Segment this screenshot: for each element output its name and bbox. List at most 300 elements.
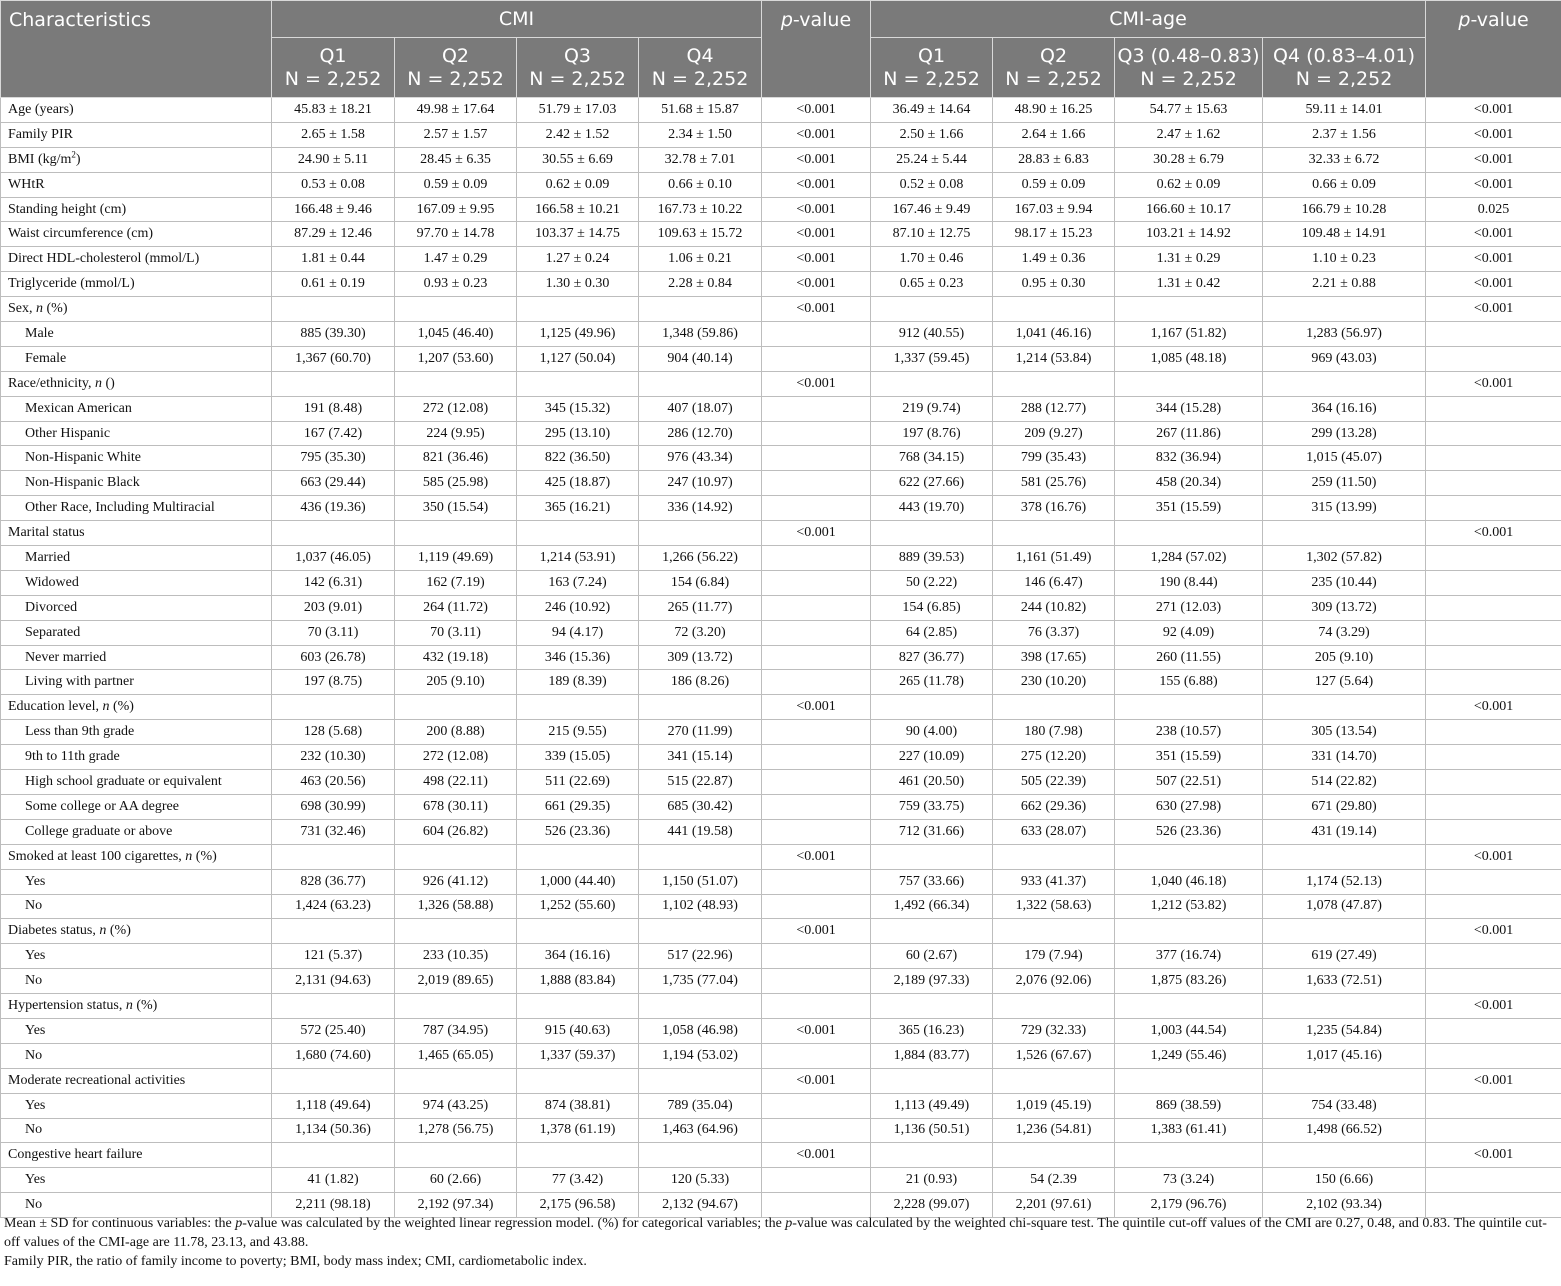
table-cell [272, 521, 395, 546]
table-cell: 77 (3.42) [517, 1168, 639, 1193]
table-cell [1263, 1143, 1426, 1168]
pvalue-cell: <0.001 [1426, 272, 1561, 297]
table-cell: 974 (43.25) [395, 1093, 517, 1118]
table-cell: 1,015 (45.07) [1263, 446, 1426, 471]
row-label-italic: n [102, 699, 110, 715]
row-label-text: Divorced [25, 599, 78, 615]
row-label-text: High school graduate or equivalent [25, 773, 222, 789]
table-row [1, 894, 1561, 919]
table-cell: 1.31 ± 0.42 [1115, 272, 1263, 297]
table-cell: 154 (6.84) [639, 570, 762, 595]
table-cell: 163 (7.24) [517, 570, 639, 595]
pvalue-cell: <0.001 [1426, 297, 1561, 322]
table-cell: 1,322 (58.63) [993, 894, 1115, 919]
row-label [1, 521, 272, 546]
pvalue-cell [1426, 720, 1561, 745]
table-cell: 155 (6.88) [1115, 670, 1263, 695]
pvalue-cell [762, 496, 871, 521]
row-label [1, 1168, 272, 1193]
table-cell: 526 (23.36) [517, 819, 639, 844]
table-cell: 288 (12.77) [993, 396, 1115, 421]
header-cmi-q2 [395, 38, 517, 98]
table-row [1, 322, 1561, 347]
pvalue-cell [1426, 770, 1561, 795]
row-label-text: Age (years) [8, 101, 74, 117]
row-label [1, 720, 272, 745]
table-cell: 36.49 ± 14.64 [871, 98, 993, 123]
quartile-n: N = 2,252 [529, 67, 626, 90]
table-cell: 1.10 ± 0.23 [1263, 247, 1426, 272]
pvalue-cell [1426, 346, 1561, 371]
table-cell [517, 1068, 639, 1093]
table-cell: 622 (27.66) [871, 471, 993, 496]
table-cell: 128 (5.68) [272, 720, 395, 745]
pvalue-cell: <0.001 [1426, 172, 1561, 197]
table-cell: 205 (9.10) [395, 670, 517, 695]
pvalue-cell: <0.001 [762, 147, 871, 172]
table-cell: 1,019 (45.19) [993, 1093, 1115, 1118]
table-cell: 247 (10.97) [639, 471, 762, 496]
header-cmi-q4 [639, 38, 762, 98]
pvalue-cell [762, 396, 871, 421]
table-row [1, 521, 1561, 546]
table-cell [517, 919, 639, 944]
row-label-suffix: (%) [43, 301, 68, 317]
table-cell [871, 521, 993, 546]
table-row [1, 1143, 1561, 1168]
table-cell: 1.27 ± 0.24 [517, 247, 639, 272]
table-cell: 1,875 (83.26) [1115, 969, 1263, 994]
table-cell: 731 (32.46) [272, 819, 395, 844]
table-cell: 1,078 (47.87) [1263, 894, 1426, 919]
table-cell: 436 (19.36) [272, 496, 395, 521]
table-cell [1115, 695, 1263, 720]
table-row [1, 1093, 1561, 1118]
row-label-text: Female [25, 350, 67, 366]
footnote-line-2: Family PIR, the ratio of family income to poverty; BMI, body mass index; CMI, cardiometabolic index. [4, 1254, 587, 1269]
table-cell: 1,207 (53.60) [395, 346, 517, 371]
table-cell: 1,214 (53.91) [517, 546, 639, 571]
row-label-text: Triglyceride (mmol/L) [8, 276, 135, 292]
header-cmi-age-q1 [871, 38, 993, 98]
footnote-line-1 [4, 1214, 1556, 1252]
table-cell [395, 994, 517, 1019]
table-cell: 2,228 (99.07) [871, 1193, 993, 1218]
table-cell: 150 (6.66) [1263, 1168, 1426, 1193]
table-cell: 364 (16.16) [1263, 396, 1426, 421]
row-label [1, 446, 272, 471]
table-cell: 1.49 ± 0.36 [993, 247, 1115, 272]
table-cell: 821 (36.46) [395, 446, 517, 471]
row-label-text: No [25, 973, 43, 989]
row-label-text: Waist circumference (cm) [8, 226, 154, 242]
table-cell [993, 1068, 1115, 1093]
row-label [1, 670, 272, 695]
table-cell: 2,131 (94.63) [272, 969, 395, 994]
table-row [1, 969, 1561, 994]
footnote-italic: p [235, 1216, 243, 1231]
table-cell: 1,249 (55.46) [1115, 1043, 1263, 1068]
row-label [1, 122, 272, 147]
footnote-text: -value was calculated by the weighted linear regression model. (%) for categorical variables; the [242, 1216, 786, 1231]
table-cell: 1,037 (46.05) [272, 546, 395, 571]
pvalue-cell: <0.001 [1426, 521, 1561, 546]
table-cell: 1,492 (66.34) [871, 894, 993, 919]
table-row [1, 595, 1561, 620]
row-label [1, 496, 272, 521]
table-cell: 1,326 (58.88) [395, 894, 517, 919]
pvalue-cell [1426, 1018, 1561, 1043]
table-cell: 70 (3.11) [395, 620, 517, 645]
table-cell: 885 (39.30) [272, 322, 395, 347]
row-label [1, 222, 272, 247]
row-label-text: Widowed [25, 574, 79, 590]
table-row [1, 919, 1561, 944]
table-cell: 1.47 ± 0.29 [395, 247, 517, 272]
pvalue-cell: <0.001 [1426, 122, 1561, 147]
row-label [1, 247, 272, 272]
row-label [1, 272, 272, 297]
table-cell: 1,102 (48.93) [639, 894, 762, 919]
table-cell [395, 1143, 517, 1168]
table-cell [1263, 994, 1426, 1019]
table-cell [639, 371, 762, 396]
pvalue-cell: <0.001 [1426, 1068, 1561, 1093]
pvalue-cell [762, 770, 871, 795]
table-cell: 54 (2.39 [993, 1168, 1115, 1193]
table-cell [272, 919, 395, 944]
table-cell: 98.17 ± 15.23 [993, 222, 1115, 247]
table-cell: 197 (8.76) [871, 421, 993, 446]
pvalue-cell [762, 994, 871, 1019]
table-cell: 0.62 ± 0.09 [517, 172, 639, 197]
row-label-text: Diabetes status, [8, 923, 100, 939]
table-cell [1263, 844, 1426, 869]
table-cell: 32.33 ± 6.72 [1263, 147, 1426, 172]
table-cell: 215 (9.55) [517, 720, 639, 745]
table-cell [517, 297, 639, 322]
header-cmi-age-q3 [1115, 38, 1263, 98]
pvalue-cell: <0.001 [1426, 371, 1561, 396]
table-cell: 120 (5.33) [639, 1168, 762, 1193]
table-cell: 167.46 ± 9.49 [871, 197, 993, 222]
table-cell: 180 (7.98) [993, 720, 1115, 745]
table-cell [517, 371, 639, 396]
table-cell: 1,383 (61.41) [1115, 1118, 1263, 1143]
table-cell: 377 (16.74) [1115, 944, 1263, 969]
row-label-text: Male [25, 325, 54, 341]
pvalue-cell [762, 869, 871, 894]
header-cmi-age-q4 [1263, 38, 1426, 98]
table-cell: 1,463 (64.96) [639, 1118, 762, 1143]
table-cell: 87.10 ± 12.75 [871, 222, 993, 247]
table-cell: 2.34 ± 1.50 [639, 122, 762, 147]
table-cell [272, 994, 395, 1019]
table-cell: 1,127 (50.04) [517, 346, 639, 371]
row-label-text: Yes [25, 1172, 46, 1188]
row-label [1, 844, 272, 869]
table-cell: 203 (9.01) [272, 595, 395, 620]
table-cell: 1,378 (61.19) [517, 1118, 639, 1143]
pvalue-cell [1426, 745, 1561, 770]
table-cell: 121 (5.37) [272, 944, 395, 969]
table-row [1, 1118, 1561, 1143]
table-cell [993, 371, 1115, 396]
table-cell [871, 297, 993, 322]
row-label-text: Hypertension status, [8, 998, 126, 1013]
table-cell [1263, 1068, 1426, 1093]
table-cell: 1.81 ± 0.44 [272, 247, 395, 272]
table-cell: 425 (18.87) [517, 471, 639, 496]
pvalue-cell [762, 322, 871, 347]
row-label-text: Yes [25, 948, 46, 964]
table-cell: 186 (8.26) [639, 670, 762, 695]
pvalue-cell: <0.001 [1426, 695, 1561, 720]
table-row [1, 272, 1561, 297]
table-cell: 1.06 ± 0.21 [639, 247, 762, 272]
table-cell [871, 1068, 993, 1093]
table-cell: 60 (2.66) [395, 1168, 517, 1193]
table-cell [871, 1143, 993, 1168]
table-cell: 25.24 ± 5.44 [871, 147, 993, 172]
row-label [1, 819, 272, 844]
table-cell [272, 844, 395, 869]
table-cell: 2,132 (94.67) [639, 1193, 762, 1218]
table-cell [1263, 297, 1426, 322]
table-cell [395, 1068, 517, 1093]
table-cell [517, 1143, 639, 1168]
table-cell: 889 (39.53) [871, 546, 993, 571]
header-cmi-q3 [517, 38, 639, 98]
table-row [1, 620, 1561, 645]
table-cell: 1,161 (51.49) [993, 546, 1115, 571]
row-label [1, 421, 272, 446]
row-label [1, 770, 272, 795]
row-label [1, 1093, 272, 1118]
table-cell: 264 (11.72) [395, 595, 517, 620]
row-label-suffix: (%) [106, 923, 131, 939]
table-cell: 827 (36.77) [871, 645, 993, 670]
table-cell: 0.59 ± 0.09 [395, 172, 517, 197]
table-cell: 1,337 (59.37) [517, 1043, 639, 1068]
table-cell: 92 (4.09) [1115, 620, 1263, 645]
pvalue-cell [762, 969, 871, 994]
row-label [1, 322, 272, 347]
pvalue-cell [762, 645, 871, 670]
table-cell [871, 844, 993, 869]
table-cell: 1.30 ± 0.30 [517, 272, 639, 297]
table-cell [1263, 919, 1426, 944]
table-cell [1115, 1143, 1263, 1168]
table-row [1, 147, 1561, 172]
table-cell: 585 (25.98) [395, 471, 517, 496]
table-cell: 799 (35.43) [993, 446, 1115, 471]
row-label-italic: n [125, 998, 133, 1013]
footnote-text: Mean ± SD for continuous variables: the [4, 1216, 236, 1231]
table-cell: 969 (43.03) [1263, 346, 1426, 371]
table-cell [871, 994, 993, 1019]
row-label-text: BMI (kg/m [8, 151, 72, 167]
table-cell: 24.90 ± 5.11 [272, 147, 395, 172]
row-label-suffix: ) [75, 151, 81, 167]
table-cell: 224 (9.95) [395, 421, 517, 446]
row-label [1, 794, 272, 819]
pvalue-cell [762, 446, 871, 471]
pvalue-cell [762, 546, 871, 571]
row-label [1, 1118, 272, 1143]
row-label-text: Congestive heart failure [8, 1147, 143, 1163]
table-cell: 1,085 (48.18) [1115, 346, 1263, 371]
table-cell: 205 (9.10) [1263, 645, 1426, 670]
table-cell: 1,236 (54.81) [993, 1118, 1115, 1143]
header-pvalue-rest: -value [1470, 9, 1529, 31]
table-cell [639, 1143, 762, 1168]
table-cell: 167 (7.42) [272, 421, 395, 446]
row-label-text: Yes [25, 873, 46, 889]
table-cell: 339 (15.05) [517, 745, 639, 770]
table-cell: 305 (13.54) [1263, 720, 1426, 745]
pvalue-cell [1426, 670, 1561, 695]
row-label [1, 371, 272, 396]
table-row [1, 844, 1561, 869]
table-cell: 2.21 ± 0.88 [1263, 272, 1426, 297]
table-cell: 759 (33.75) [871, 794, 993, 819]
table-cell [395, 371, 517, 396]
header-pvalue-cmi-age [1426, 1, 1561, 98]
table-cell: 976 (43.34) [639, 446, 762, 471]
pvalue-cell [762, 720, 871, 745]
table-cell: 365 (16.23) [871, 1018, 993, 1043]
row-label-text: Moderate recreational activities [8, 1072, 186, 1088]
table-cell: 789 (35.04) [639, 1093, 762, 1118]
table-cell: 1,113 (49.49) [871, 1093, 993, 1118]
pvalue-cell: <0.001 [1426, 994, 1561, 1019]
table-cell: 244 (10.82) [993, 595, 1115, 620]
table-cell: 1,174 (52.13) [1263, 869, 1426, 894]
table-cell: 498 (22.11) [395, 770, 517, 795]
table-cell: 2.37 ± 1.56 [1263, 122, 1426, 147]
table-cell: 2,019 (89.65) [395, 969, 517, 994]
header-cmi: CMI [272, 1, 762, 38]
table-cell [1115, 521, 1263, 546]
table-cell: 166.60 ± 10.17 [1115, 197, 1263, 222]
table-cell [871, 919, 993, 944]
table-row [1, 570, 1561, 595]
row-label [1, 396, 272, 421]
table-row [1, 496, 1561, 521]
pvalue-cell [1426, 1118, 1561, 1143]
table-cell: 309 (13.72) [1263, 595, 1426, 620]
table-cell: 2,201 (97.61) [993, 1193, 1115, 1218]
table-cell: 272 (12.08) [395, 396, 517, 421]
pvalue-cell [1426, 446, 1561, 471]
pvalue-cell: <0.001 [762, 1143, 871, 1168]
table-cell [395, 297, 517, 322]
quartile-label: Q3 (0.48–0.83) [1117, 44, 1260, 67]
pvalue-cell [762, 471, 871, 496]
table-cell: 757 (33.66) [871, 869, 993, 894]
row-label-text: Some college or AA degree [25, 798, 179, 814]
table-cell: 45.83 ± 18.21 [272, 98, 395, 123]
table-cell: 2,175 (96.58) [517, 1193, 639, 1218]
quartile-label: Q2 [441, 44, 470, 67]
table-row [1, 1068, 1561, 1093]
table-cell: 0.66 ± 0.09 [1263, 172, 1426, 197]
table-cell: 364 (16.16) [517, 944, 639, 969]
pvalue-cell [1426, 1168, 1561, 1193]
table-cell: 90 (4.00) [871, 720, 993, 745]
row-label [1, 346, 272, 371]
table-cell: 51.79 ± 17.03 [517, 98, 639, 123]
row-label-italic: n [94, 375, 102, 391]
table-cell [1115, 844, 1263, 869]
table-cell [993, 1143, 1115, 1168]
pvalue-cell [762, 421, 871, 446]
table-cell: 511 (22.69) [517, 770, 639, 795]
row-label-text: Living with partner [25, 674, 134, 690]
table-cell [1115, 1068, 1263, 1093]
table-cell: 166.58 ± 10.21 [517, 197, 639, 222]
table-cell: 671 (29.80) [1263, 794, 1426, 819]
row-label [1, 645, 272, 670]
footnote-text: -value was calculated by the weighted chi-square test. The quintile cut-off values of the CMI are 0.27, 0.48, and 0.83. The quintile cut-off values of the CMI-age are 11.78, 23.13, and 43.88. [4, 1216, 1547, 1250]
table-cell [395, 521, 517, 546]
table-cell: 1,194 (53.02) [639, 1043, 762, 1068]
header-cmi-q1 [272, 38, 395, 98]
pvalue-cell: <0.001 [1426, 247, 1561, 272]
table-cell: 926 (41.12) [395, 869, 517, 894]
pvalue-cell: <0.001 [762, 695, 871, 720]
table-row [1, 247, 1561, 272]
row-label [1, 570, 272, 595]
pvalue-cell [1426, 1043, 1561, 1068]
pvalue-cell [1426, 322, 1561, 347]
table-cell: 1,526 (67.67) [993, 1043, 1115, 1068]
table-cell [639, 919, 762, 944]
row-label [1, 919, 272, 944]
table-cell: 787 (34.95) [395, 1018, 517, 1043]
table-cell: 275 (12.20) [993, 745, 1115, 770]
table-cell: 0.59 ± 0.09 [993, 172, 1115, 197]
pvalue-cell: <0.001 [762, 172, 871, 197]
pvalue-cell: <0.001 [1426, 98, 1561, 123]
table-cell: 1,284 (57.02) [1115, 546, 1263, 571]
table-cell: 219 (9.74) [871, 396, 993, 421]
table-cell: 238 (10.57) [1115, 720, 1263, 745]
row-label [1, 546, 272, 571]
table-row [1, 1168, 1561, 1193]
table-cell: 2,192 (97.34) [395, 1193, 517, 1218]
pvalue-cell [762, 794, 871, 819]
table-cell: 432 (19.18) [395, 645, 517, 670]
table-cell: 331 (14.70) [1263, 745, 1426, 770]
pvalue-cell [1426, 595, 1561, 620]
table-row [1, 994, 1561, 1019]
quartile-n: N = 2,252 [1140, 67, 1237, 90]
pvalue-cell: <0.001 [1426, 844, 1561, 869]
pvalue-cell [1426, 546, 1561, 571]
table-cell [639, 695, 762, 720]
row-label-text: Less than 9th grade [25, 724, 135, 740]
table-row [1, 122, 1561, 147]
table-cell: 1,136 (50.51) [871, 1118, 993, 1143]
table-row [1, 421, 1561, 446]
table-cell: 28.45 ± 6.35 [395, 147, 517, 172]
header-characteristics: Characteristics [1, 1, 272, 98]
table-cell: 2,211 (98.18) [272, 1193, 395, 1218]
table-cell: 270 (11.99) [639, 720, 762, 745]
table-cell [272, 695, 395, 720]
